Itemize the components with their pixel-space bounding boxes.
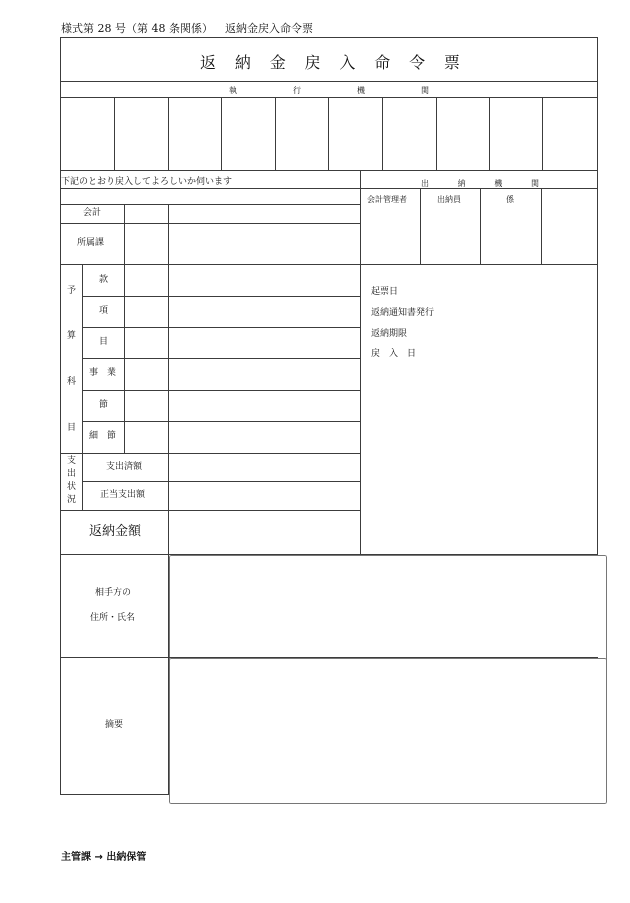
budget-setsu-name[interactable] — [169, 391, 360, 421]
date-notice-issued: 返納通知書発行 — [371, 308, 435, 318]
summary-field[interactable] — [169, 658, 607, 804]
budget-kou-code[interactable] — [125, 297, 168, 327]
budget-moku-code[interactable] — [125, 328, 168, 358]
routing-footer: 主管課 → 出納保管 — [61, 852, 147, 863]
return-amount-label: 返納金額 — [89, 524, 142, 539]
budget-moku-name[interactable] — [169, 328, 360, 358]
budget-jigyo-code[interactable] — [125, 359, 168, 390]
stamp-divider-2 — [168, 97, 169, 170]
budget-side-san: 算 — [67, 331, 77, 341]
rule-under-cashier — [360, 264, 598, 265]
summary-label: 摘要 — [105, 720, 124, 730]
budget-saisetsu-name[interactable] — [169, 422, 360, 453]
expend-side-jou: 状 — [67, 482, 77, 492]
budget-row-setsu: 節 — [99, 400, 109, 410]
rule-under-exec-label — [60, 97, 598, 98]
form-name: 返納金戻入命令票 — [225, 22, 313, 35]
expend-side-shi: 支 — [67, 456, 77, 466]
rule-under-title — [60, 81, 598, 82]
shozoku-field[interactable] — [125, 224, 168, 264]
budget-row-jigyo: 事 業 — [89, 368, 117, 378]
cashier-agency-label: 出 納 機 関 — [421, 179, 539, 188]
budget-saisetsu-code[interactable] — [125, 422, 168, 453]
rule-under-stamps — [60, 170, 598, 171]
kaikei-label: 会計 — [83, 208, 102, 218]
frame-left — [60, 37, 61, 795]
cashier-col-divider-3 — [541, 188, 542, 264]
date-deadline: 返納期限 — [371, 329, 408, 339]
counterparty-field[interactable] — [169, 555, 607, 667]
budget-kan-name[interactable] — [169, 265, 360, 296]
budget-row-saisetsu: 細 節 — [89, 431, 117, 441]
cashier-col-divider-1 — [420, 188, 421, 264]
request-text: 下記のとおり戻入してよろしいか伺います — [61, 177, 233, 187]
form-number: 様式第 28 号（第 48 条関係） — [61, 22, 213, 35]
form-title: 返 納 金 戻 入 命 令 票 — [200, 53, 460, 72]
expend-side-shutsu: 出 — [67, 469, 77, 479]
stamp-divider-4 — [275, 97, 276, 170]
cashier-col-accounting-manager: 会計管理者 — [367, 195, 407, 204]
date-kihyo: 起票日 — [371, 287, 399, 297]
shozoku-detail-field[interactable] — [169, 224, 360, 264]
budget-kan-code[interactable] — [125, 265, 168, 296]
cashier-col-divider-2 — [480, 188, 481, 264]
budget-row-kou: 項 — [99, 306, 109, 316]
expend-paid-label: 支出済額 — [106, 462, 143, 472]
frame-top — [60, 37, 598, 38]
return-amount-field[interactable] — [169, 511, 360, 554]
budget-row-kan: 款 — [99, 275, 109, 285]
stamp-divider-3 — [221, 97, 222, 170]
budget-jigyo-name[interactable] — [169, 359, 360, 390]
stamp-divider-7 — [436, 97, 437, 170]
stamp-divider-5 — [328, 97, 329, 170]
cashier-col-clerk: 係 — [506, 195, 514, 204]
stamp-divider-6 — [382, 97, 383, 170]
shozoku-label: 所属課 — [77, 238, 105, 248]
expend-proper-field[interactable] — [169, 482, 360, 510]
expend-side-kyou: 況 — [67, 495, 77, 505]
stamp-divider-8 — [489, 97, 490, 170]
stamp-divider-1 — [114, 97, 115, 170]
date-reentry: 戻 入 日 — [371, 349, 417, 359]
budget-setsu-code[interactable] — [125, 391, 168, 421]
counterparty-label-1: 相手方の — [95, 588, 132, 598]
stamp-divider-9 — [542, 97, 543, 170]
kaikei-field[interactable] — [125, 205, 168, 223]
budget-side-moku: 目 — [67, 423, 77, 433]
rule-under-request — [60, 188, 598, 189]
budget-side-ka: 科 — [67, 377, 77, 387]
expend-paid-field[interactable] — [169, 454, 360, 481]
budget-kou-name[interactable] — [169, 297, 360, 327]
budget-side-yo: 予 — [67, 286, 77, 296]
budget-row-moku: 目 — [99, 337, 109, 347]
cashier-col-cashier: 出納員 — [437, 195, 461, 204]
center-divider — [360, 170, 361, 554]
executing-agency-label: 執 行 機 関 — [229, 86, 429, 95]
counterparty-label-2: 住所・氏名 — [90, 613, 136, 623]
expend-proper-label: 正当支出額 — [100, 490, 146, 500]
kaikei-detail-field[interactable] — [169, 205, 360, 223]
